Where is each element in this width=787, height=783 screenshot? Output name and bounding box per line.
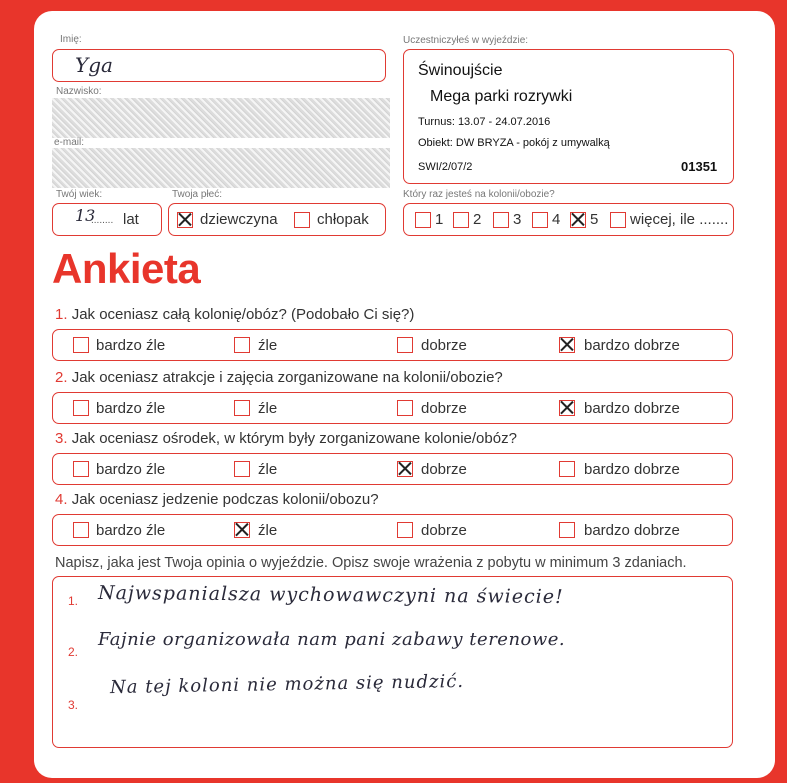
times-4-checkbox[interactable]: [532, 212, 548, 228]
q1-option-3-label: dobrze: [421, 337, 467, 354]
gender-label: Twoja płeć:: [172, 189, 223, 200]
question-2-text: [55, 369, 503, 386]
trip-number: 01351: [681, 159, 718, 174]
q2-option-2-label: źle: [258, 400, 278, 417]
trip-destination: Świnoujście: [418, 62, 503, 79]
opinion-line-2: Fajnie organizowała nam pani zabawy terenowe.: [98, 629, 566, 650]
question-label: Jak oceniasz jedzenie podczas kolonii/obozu?: [71, 491, 379, 508]
question-label: Jak oceniasz ośrodek, w którym były zorganizowane kolonie/obóz?: [71, 430, 517, 447]
q3-option-3-checkbox[interactable]: [397, 461, 413, 477]
q2-option-4-label: bardzo dobrze: [584, 400, 680, 417]
name-value: Yga: [75, 53, 113, 77]
q4-option-3-label: dobrze: [421, 522, 467, 539]
times-more-label: więcej, ile .......: [630, 211, 729, 228]
q4-option-4-checkbox[interactable]: [559, 522, 575, 538]
surname-label: Nazwisko:: [56, 86, 102, 97]
times-1-checkbox[interactable]: [415, 212, 431, 228]
question-3-text: [55, 430, 517, 447]
opinion-line-1: Najwspanialsza wychowawczyni na świecie!: [97, 581, 564, 609]
age-field[interactable]: [52, 203, 162, 236]
question-number: 1.: [55, 306, 68, 323]
q2-option-4-checkbox[interactable]: [559, 400, 575, 416]
q1-option-1-checkbox[interactable]: [73, 337, 89, 353]
opinion-prompt: Napisz, jaka jest Twoja opinia o wyjeździe. Opisz swoje wrażenia z pobytu w minimum 3 zdaniach.: [55, 555, 687, 571]
question-4-text: [55, 491, 379, 508]
trip-program: Mega parki rozrywki: [430, 88, 573, 105]
q4-option-2-label: źle: [258, 522, 278, 539]
q1-option-3-checkbox[interactable]: [397, 337, 413, 353]
q2-option-2-checkbox[interactable]: [234, 400, 250, 416]
email-label: e-mail:: [54, 137, 85, 148]
q4-option-2-checkbox[interactable]: [234, 522, 250, 538]
q2-option-3-checkbox[interactable]: [397, 400, 413, 416]
age-value: 13: [75, 206, 96, 225]
age-dots: ........: [91, 215, 114, 226]
times-2-checkbox[interactable]: [453, 212, 469, 228]
times-3-checkbox[interactable]: [493, 212, 509, 228]
question-number: 3.: [55, 430, 68, 447]
q3-option-1-checkbox[interactable]: [73, 461, 89, 477]
trip-code: SWI/2/07/2: [418, 161, 473, 173]
q1-option-1-label: bardzo źle: [96, 337, 166, 354]
name-field[interactable]: [52, 49, 386, 82]
q1-option-2-label: źle: [258, 337, 278, 354]
question-label: Jak oceniasz całą kolonię/obóz? (Podobało Ci się?): [71, 306, 415, 323]
age-label: Twój wiek:: [56, 189, 103, 200]
gender-male-label: chłopak: [317, 211, 369, 228]
trip-label: Uczestniczyłeś w wyjeździe:: [403, 35, 529, 46]
q2-option-1-label: bardzo źle: [96, 400, 166, 417]
q1-option-2-checkbox[interactable]: [234, 337, 250, 353]
times-3-label: 3: [513, 211, 522, 228]
q1-option-4-label: bardzo dobrze: [584, 337, 680, 354]
opinion-line-number: 1.: [68, 594, 79, 608]
trip-obiekt: Obiekt: DW BRYZA - pokój z umywalką: [418, 137, 610, 149]
times-2-label: 2: [473, 211, 482, 228]
times-field: [403, 203, 734, 236]
trip-turnus: Turnus: 13.07 - 24.07.2016: [418, 116, 551, 128]
q3-option-4-checkbox[interactable]: [559, 461, 575, 477]
gender-male-checkbox[interactable]: [294, 212, 310, 228]
times-more-checkbox[interactable]: [610, 212, 626, 228]
age-unit: lat: [123, 211, 139, 228]
times-1-label: 1: [435, 211, 444, 228]
q4-option-1-label: bardzo źle: [96, 522, 166, 539]
q3-option-1-label: bardzo źle: [96, 461, 166, 478]
q4-option-4-label: bardzo dobrze: [584, 522, 680, 539]
q4-option-1-checkbox[interactable]: [73, 522, 89, 538]
surname-redacted: [52, 98, 390, 138]
q3-option-2-label: źle: [258, 461, 278, 478]
name-label: Imię:: [60, 34, 82, 45]
opinion-line-number: 2.: [68, 645, 79, 659]
gender-field: [168, 203, 386, 236]
q4-option-3-checkbox[interactable]: [397, 522, 413, 538]
gender-female-checkbox[interactable]: [177, 212, 193, 228]
gender-female-label: dziewczyna: [200, 211, 278, 228]
email-redacted: [52, 148, 390, 188]
q1-option-4-checkbox[interactable]: [559, 337, 575, 353]
question-number: 2.: [55, 369, 68, 386]
times-5-label: 5: [590, 211, 599, 228]
question-1-text: [55, 306, 414, 323]
q3-option-3-label: dobrze: [421, 461, 467, 478]
times-5-checkbox[interactable]: [570, 212, 586, 228]
q2-option-3-label: dobrze: [421, 400, 467, 417]
q3-option-2-checkbox[interactable]: [234, 461, 250, 477]
question-label: Jak oceniasz atrakcje i zajęcia zorganizowane na kolonii/obozie?: [71, 369, 503, 386]
opinion-line-number: 3.: [68, 698, 79, 712]
times-4-label: 4: [552, 211, 561, 228]
times-label: Który raz jesteś na kolonii/obozie?: [403, 189, 555, 200]
survey-title: Ankieta: [52, 245, 201, 292]
q3-option-4-label: bardzo dobrze: [584, 461, 680, 478]
opinion-line-3: Na tej koloni nie można się nudzić.: [109, 670, 465, 699]
question-number: 4.: [55, 491, 68, 508]
q2-option-1-checkbox[interactable]: [73, 400, 89, 416]
